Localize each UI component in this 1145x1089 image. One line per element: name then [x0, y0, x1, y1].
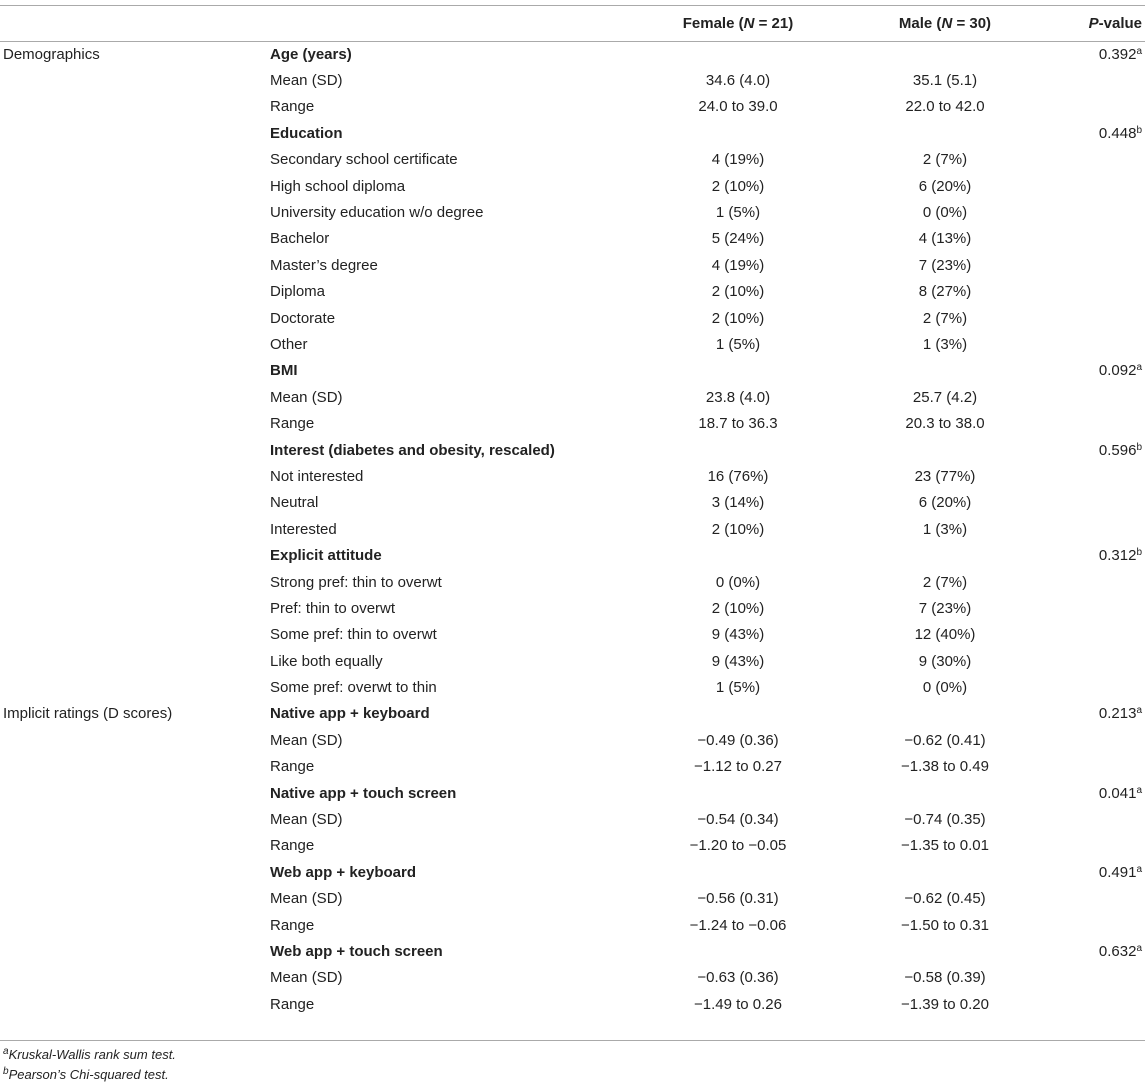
table-row — [0, 965, 1145, 991]
table-row — [0, 279, 1145, 305]
table-row — [0, 516, 1145, 542]
section-label — [0, 147, 270, 173]
section-label — [0, 331, 270, 357]
female-value: 4 (19%) — [711, 256, 765, 274]
section-label — [0, 965, 270, 991]
p-value — [1032, 569, 1145, 595]
female-value — [618, 437, 858, 463]
header-empty-section — [0, 6, 270, 41]
p-value — [1032, 595, 1145, 621]
p-value — [1032, 331, 1145, 357]
male-value: −1.35 to 0.01 — [901, 837, 989, 855]
variable-heading: Web app + keyboard — [270, 863, 417, 881]
section-label — [0, 516, 270, 542]
male-value — [858, 859, 1032, 885]
section-label — [0, 886, 270, 912]
female-value — [618, 701, 858, 727]
section-label — [0, 806, 270, 832]
p-value — [1032, 754, 1145, 780]
row-label: Mean (SD) — [270, 72, 343, 90]
table-row — [0, 358, 1145, 384]
p-value — [1032, 965, 1145, 991]
male-value: −1.38 to 0.49 — [901, 758, 989, 776]
row-label: Some pref: thin to overwt — [270, 626, 437, 644]
table-row — [0, 331, 1145, 357]
p-value-footnote-marker: a — [1136, 784, 1142, 796]
row-label: Doctorate — [270, 309, 336, 327]
table-row — [0, 410, 1145, 436]
table-row — [0, 938, 1145, 964]
male-value: 25.7 (4.2) — [912, 388, 978, 406]
female-value: −1.12 to 0.27 — [694, 758, 782, 776]
table-row — [0, 780, 1145, 806]
table-row — [0, 806, 1145, 832]
header-male: Male (N = 30) — [858, 6, 1032, 41]
p-value — [1032, 886, 1145, 912]
table-row — [0, 67, 1145, 93]
p-value — [1032, 674, 1145, 700]
section-label — [0, 279, 270, 305]
p-value-footnote-marker: b — [1136, 124, 1142, 136]
table-row — [0, 41, 1145, 67]
female-value: 2 (10%) — [711, 599, 765, 617]
female-value: 16 (76%) — [707, 467, 769, 485]
variable-heading: Native app + keyboard — [270, 705, 430, 723]
footnote-a: $^a$Kruskal-Wallis rank sum test. — [3, 1046, 176, 1062]
female-value: 9 (43%) — [711, 652, 765, 670]
p-value — [1032, 384, 1145, 410]
female-value: −1.20 to −0.05 — [689, 837, 787, 855]
section-label — [0, 754, 270, 780]
p-value: 0.632$^a$ — [1098, 942, 1142, 960]
table-row — [0, 991, 1145, 1017]
row-label: Mean (SD) — [270, 969, 343, 987]
p-value-footnote-marker: a — [1136, 942, 1142, 954]
row-label: High school diploma — [270, 177, 406, 195]
male-value: 8 (27%) — [918, 283, 972, 301]
female-value: 2 (10%) — [711, 520, 765, 538]
variable-heading: Interest (diabetes and obesity, rescaled) — [270, 441, 555, 459]
female-value: 1 (5%) — [715, 335, 761, 353]
section-label — [0, 833, 270, 859]
male-value: 22.0 to 42.0 — [905, 98, 985, 116]
male-value: 7 (23%) — [918, 599, 972, 617]
p-value: 0.312$^b$ — [1098, 547, 1142, 565]
footnotes — [3, 1045, 176, 1085]
male-value: −0.62 (0.41) — [904, 731, 986, 749]
row-label: Range — [270, 758, 315, 776]
row-label: Some pref: overwt to thin — [270, 679, 437, 697]
variable-heading: Explicit attitude — [270, 547, 382, 565]
section-label — [0, 674, 270, 700]
p-value — [1032, 463, 1145, 489]
table-row — [0, 173, 1145, 199]
p-value-footnote-marker: a — [1136, 362, 1142, 374]
male-value — [858, 437, 1032, 463]
section-label — [0, 410, 270, 436]
table-row — [0, 886, 1145, 912]
table-row — [0, 648, 1145, 674]
male-value — [858, 780, 1032, 806]
p-value-footnote-marker: b — [1136, 547, 1142, 559]
table-row — [0, 199, 1145, 225]
male-value: 2 (7%) — [922, 309, 968, 327]
section-label — [0, 780, 270, 806]
row-label: Mean (SD) — [270, 890, 343, 908]
section-label — [0, 173, 270, 199]
table-row — [0, 120, 1145, 146]
female-value: −0.56 (0.31) — [697, 890, 779, 908]
variable-heading: Web app + touch screen — [270, 942, 443, 960]
table-row — [0, 833, 1145, 859]
p-value: 0.448$^b$ — [1098, 124, 1142, 142]
table-row — [0, 595, 1145, 621]
footnote-b: $^b$Pearson’s Chi-squared test. — [3, 1066, 169, 1082]
section-label — [0, 727, 270, 753]
row-label: Neutral — [270, 494, 319, 512]
female-value — [618, 859, 858, 885]
section-label — [0, 859, 270, 885]
section-label — [0, 67, 270, 93]
p-value — [1032, 648, 1145, 674]
female-value: 1 (5%) — [715, 679, 761, 697]
table-row — [0, 94, 1145, 120]
table-row — [0, 727, 1145, 753]
section-label — [0, 305, 270, 331]
p-value — [1032, 727, 1145, 753]
female-value: 2 (10%) — [711, 283, 765, 301]
female-value — [618, 358, 858, 384]
table-row — [0, 147, 1145, 173]
male-value: 2 (7%) — [922, 151, 968, 169]
p-value — [1032, 912, 1145, 938]
female-value — [618, 938, 858, 964]
row-label: Interested — [270, 520, 337, 538]
p-value — [1032, 94, 1145, 120]
male-value: 0 (0%) — [922, 679, 968, 697]
table-row — [0, 754, 1145, 780]
p-value — [1032, 305, 1145, 331]
p-value — [1032, 279, 1145, 305]
female-value: 18.7 to 36.3 — [698, 415, 778, 433]
female-value: 23.8 (4.0) — [705, 388, 771, 406]
female-value: −0.49 (0.36) — [697, 731, 779, 749]
section-label: Implicit ratings (D scores) — [3, 705, 173, 723]
male-value: 12 (40%) — [914, 626, 976, 644]
table-body — [0, 41, 1145, 1017]
female-value: 3 (14%) — [711, 494, 765, 512]
male-value: 35.1 (5.1) — [912, 72, 978, 90]
row-label: University education w/o degree — [270, 204, 484, 222]
p-value: 0.392$^a$ — [1098, 45, 1142, 63]
table-header-row — [0, 6, 1145, 41]
male-value: 23 (77%) — [914, 467, 976, 485]
male-value — [858, 701, 1032, 727]
female-value — [618, 780, 858, 806]
table-row — [0, 622, 1145, 648]
male-value: −1.50 to 0.31 — [901, 916, 989, 934]
p-value — [1032, 226, 1145, 252]
section-label — [0, 199, 270, 225]
section-label — [0, 226, 270, 252]
p-value — [1032, 147, 1145, 173]
section-label — [0, 938, 270, 964]
section-label — [0, 542, 270, 568]
row-label: Range — [270, 916, 315, 934]
demographics-table — [0, 6, 1145, 1017]
p-value-footnote-marker: a — [1136, 705, 1142, 717]
male-value — [858, 120, 1032, 146]
table-row — [0, 384, 1145, 410]
p-value: 0.092$^a$ — [1098, 362, 1142, 380]
row-label: Not interested — [270, 467, 364, 485]
table-row — [0, 490, 1145, 516]
row-label: Range — [270, 995, 315, 1013]
p-value-footnote-marker: a — [1136, 863, 1142, 875]
table-row — [0, 463, 1145, 489]
female-value: 0 (0%) — [715, 573, 761, 591]
row-label: Secondary school certificate — [270, 151, 458, 169]
p-value — [1032, 806, 1145, 832]
header-p-value: P-value — [1032, 6, 1145, 41]
row-label: Bachelor — [270, 230, 330, 248]
header-female: Female (N = 21) — [618, 6, 858, 41]
table-row — [0, 701, 1145, 727]
male-value: 2 (7%) — [922, 573, 968, 591]
p-value — [1032, 490, 1145, 516]
p-value — [1032, 991, 1145, 1017]
female-value: −0.54 (0.34) — [697, 811, 779, 829]
table-row — [0, 437, 1145, 463]
p-value — [1032, 173, 1145, 199]
male-value — [858, 938, 1032, 964]
row-label: Other — [270, 335, 308, 353]
row-label: Range — [270, 837, 315, 855]
female-value — [618, 542, 858, 568]
p-value: 0.596$^b$ — [1098, 441, 1142, 459]
section-label — [0, 384, 270, 410]
male-value: −1.39 to 0.20 — [901, 995, 989, 1013]
row-label: Like both equally — [270, 652, 383, 670]
p-value: 0.491$^a$ — [1098, 863, 1142, 881]
row-label: Mean (SD) — [270, 811, 343, 829]
p-value — [1032, 622, 1145, 648]
p-value — [1032, 516, 1145, 542]
male-value: 7 (23%) — [918, 256, 972, 274]
section-label — [0, 463, 270, 489]
p-value-footnote-marker: a — [1136, 45, 1142, 57]
section-label — [0, 94, 270, 120]
variable-heading: Education — [270, 124, 343, 142]
section-label — [0, 252, 270, 278]
p-value — [1032, 833, 1145, 859]
male-value: −0.58 (0.39) — [904, 969, 986, 987]
male-value: 4 (13%) — [918, 230, 972, 248]
table-row — [0, 226, 1145, 252]
p-value: 0.213$^a$ — [1098, 705, 1142, 723]
section-label — [0, 622, 270, 648]
female-value: 2 (10%) — [711, 177, 765, 195]
male-value: 1 (3%) — [922, 335, 968, 353]
section-label — [0, 358, 270, 384]
female-value: 34.6 (4.0) — [705, 72, 771, 90]
male-value: 1 (3%) — [922, 520, 968, 538]
section-label — [0, 648, 270, 674]
female-value: 5 (24%) — [711, 230, 765, 248]
p-value-footnote-marker: b — [1136, 441, 1142, 453]
female-value: −1.49 to 0.26 — [694, 995, 782, 1013]
section-label — [0, 595, 270, 621]
p-value: 0.041$^a$ — [1098, 784, 1142, 802]
row-label: Mean (SD) — [270, 388, 343, 406]
male-value: −0.74 (0.35) — [904, 811, 986, 829]
female-value — [618, 120, 858, 146]
male-value — [858, 542, 1032, 568]
p-value — [1032, 252, 1145, 278]
table-row — [0, 252, 1145, 278]
variable-heading: Age (years) — [270, 45, 352, 63]
male-value: 6 (20%) — [918, 177, 972, 195]
row-label: Strong pref: thin to overwt — [270, 573, 442, 591]
table-row — [0, 859, 1145, 885]
female-value: 4 (19%) — [711, 151, 765, 169]
male-value: 9 (30%) — [918, 652, 972, 670]
female-value: 24.0 to 39.0 — [698, 98, 778, 116]
table-row — [0, 305, 1145, 331]
section-label — [0, 437, 270, 463]
section-label: Demographics — [3, 45, 100, 63]
male-value: 20.3 to 38.0 — [905, 415, 985, 433]
variable-heading: BMI — [270, 362, 298, 380]
section-label — [0, 991, 270, 1017]
row-label: Range — [270, 98, 315, 116]
row-label: Diploma — [270, 283, 326, 301]
table-row — [0, 912, 1145, 938]
table-row — [0, 569, 1145, 595]
section-label — [0, 912, 270, 938]
female-value: 9 (43%) — [711, 626, 765, 644]
p-value — [1032, 410, 1145, 436]
table-row — [0, 674, 1145, 700]
p-value — [1032, 199, 1145, 225]
section-label — [0, 490, 270, 516]
female-value: 1 (5%) — [715, 204, 761, 222]
row-label: Pref: thin to overwt — [270, 599, 396, 617]
row-label: Range — [270, 415, 315, 433]
female-value — [618, 41, 858, 67]
female-value: −1.24 to −0.06 — [689, 916, 787, 934]
header-empty-label — [270, 6, 618, 41]
female-value: 2 (10%) — [711, 309, 765, 327]
table-bottom-rule — [0, 1040, 1145, 1041]
p-value — [1032, 67, 1145, 93]
row-label: Master’s degree — [270, 256, 378, 274]
male-value — [858, 41, 1032, 67]
section-label — [0, 569, 270, 595]
table-row — [0, 542, 1145, 568]
row-label: Mean (SD) — [270, 731, 343, 749]
female-value: −0.63 (0.36) — [697, 969, 779, 987]
variable-heading: Native app + touch screen — [270, 784, 457, 802]
section-label — [0, 120, 270, 146]
male-value: 0 (0%) — [922, 204, 968, 222]
male-value: 6 (20%) — [918, 494, 972, 512]
male-value: −0.62 (0.45) — [904, 890, 986, 908]
male-value — [858, 358, 1032, 384]
